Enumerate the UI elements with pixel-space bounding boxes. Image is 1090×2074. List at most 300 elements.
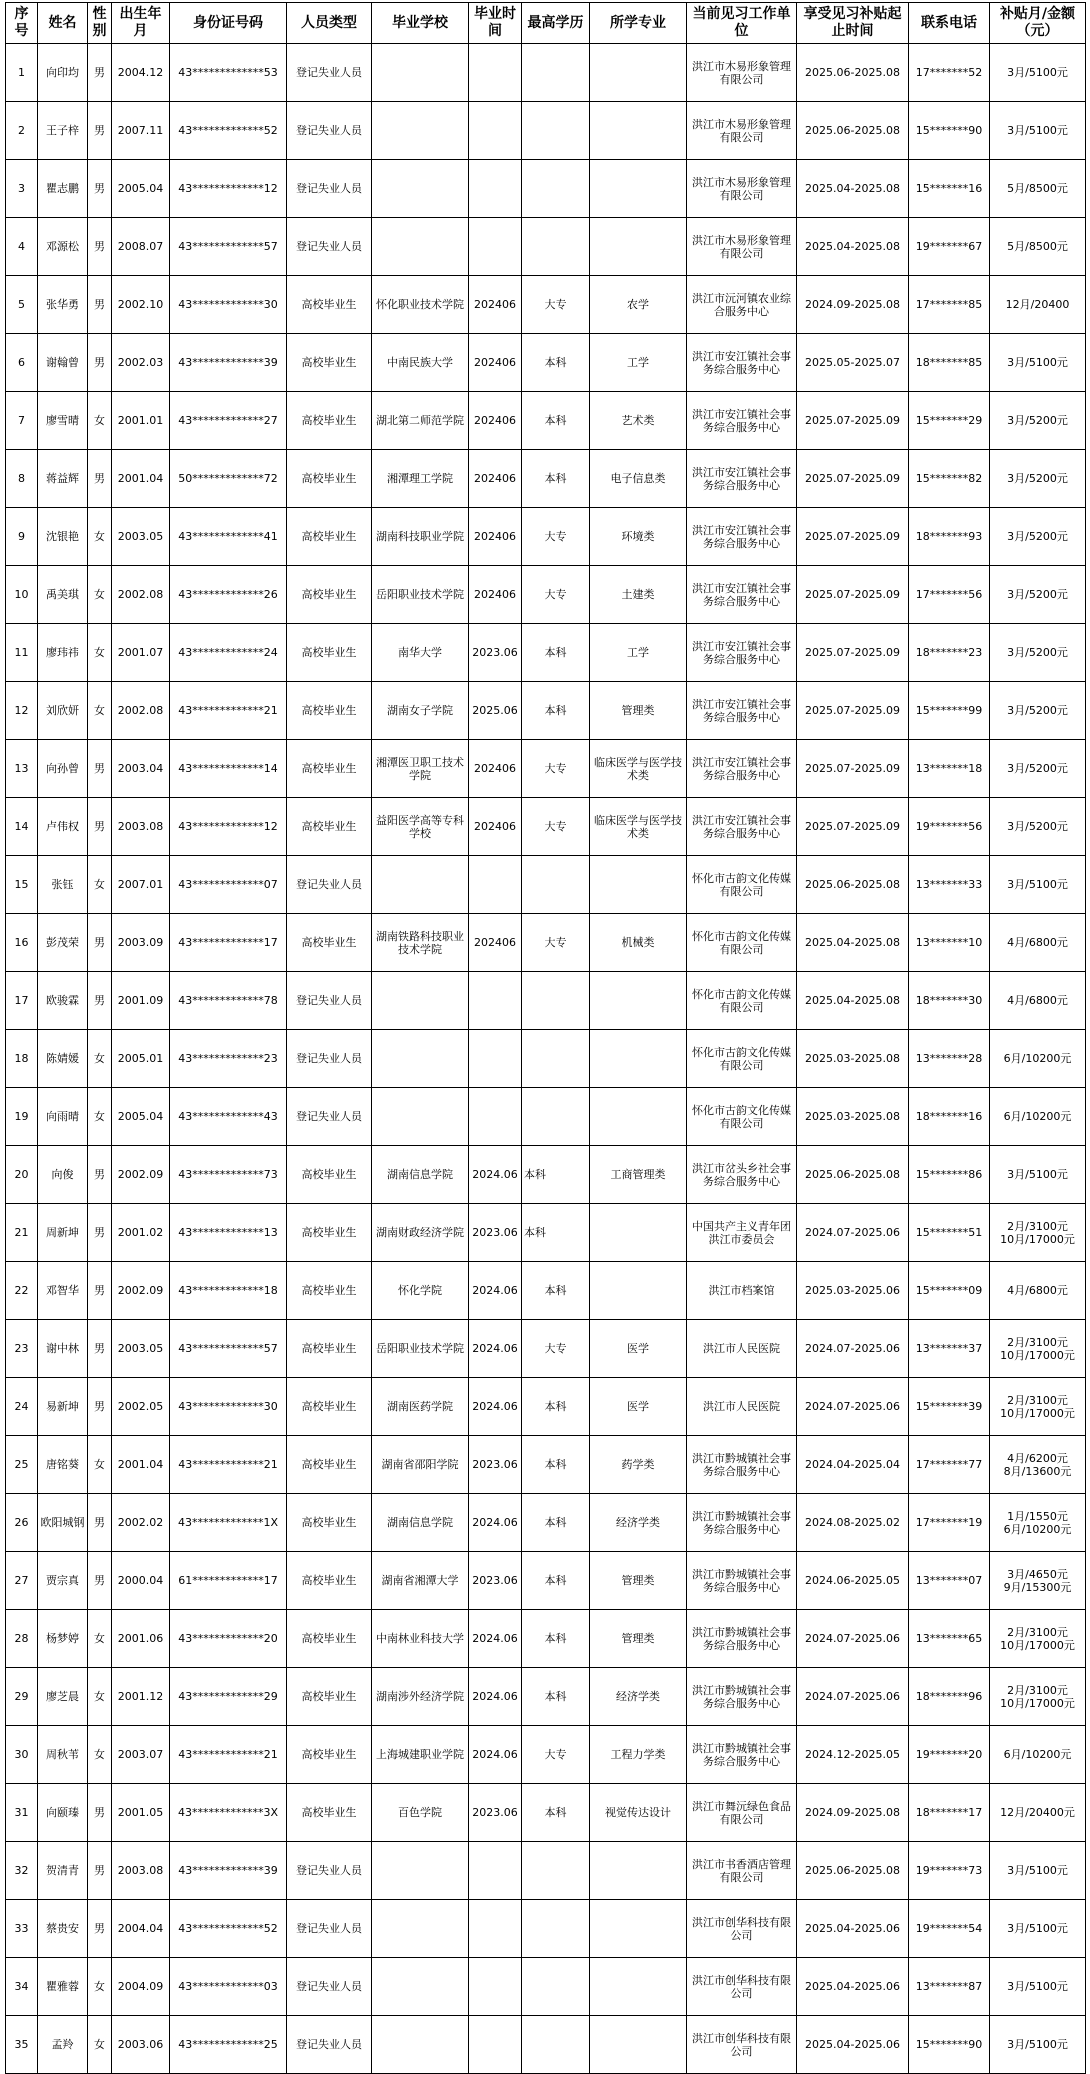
cell-person-type: 高校毕业生 [287,334,372,392]
cell-person-type: 高校毕业生 [287,740,372,798]
cell-index: 1 [6,44,38,102]
cell-phone: 15*******39 [909,1378,990,1436]
cell-phone: 17*******19 [909,1494,990,1552]
cell-subsidy-amount: 2月/3100元 10月/17000元 [990,1204,1086,1262]
cell-subsidy-period: 2025.07-2025.09 [797,392,909,450]
table-row [6,392,1086,450]
cell-school: 百色学院 [372,1784,469,1842]
cell-workplace: 洪江市创华科技有限公司 [687,1900,797,1958]
cell-major: 临床医学与医学技术类 [590,798,687,856]
cell-grad-time: 2024.06 [469,1320,522,1378]
cell-person-type: 高校毕业生 [287,508,372,566]
cell-birth: 2001.12 [112,1668,170,1726]
cell-gender: 男 [88,1784,112,1842]
header-row [6,3,1086,44]
cell-person-type: 高校毕业生 [287,1378,372,1436]
cell-subsidy-period: 2025.03-2025.06 [797,1262,909,1320]
cell-education: 本科 [522,1784,590,1842]
cell-subsidy-amount: 4月/6200元 8月/13600元 [990,1436,1086,1494]
cell-grad-time [469,1842,522,1900]
header-birth: 出生年月 [112,3,170,44]
cell-education: 本科 [522,450,590,508]
cell-subsidy-period: 2025.05-2025.07 [797,334,909,392]
cell-major: 管理类 [590,682,687,740]
cell-gender: 女 [88,2016,112,2074]
cell-gender: 女 [88,566,112,624]
cell-grad-time [469,1030,522,1088]
cell-grad-time: 202406 [469,334,522,392]
cell-id-number: 43*************39 [170,334,287,392]
cell-subsidy-period: 2024.12-2025.05 [797,1726,909,1784]
cell-subsidy-amount: 3月/5100元 [990,334,1086,392]
cell-subsidy-amount: 3月/5200元 [990,566,1086,624]
cell-id-number: 43*************78 [170,972,287,1030]
cell-birth: 2003.08 [112,798,170,856]
cell-gender: 女 [88,1610,112,1668]
cell-birth: 2003.09 [112,914,170,972]
cell-education [522,1088,590,1146]
cell-school: 南华大学 [372,624,469,682]
cell-education: 本科 [522,682,590,740]
cell-major: 经济学类 [590,1494,687,1552]
cell-id-number: 43*************21 [170,1726,287,1784]
cell-grad-time: 202406 [469,450,522,508]
cell-school: 湖南信息学院 [372,1146,469,1204]
table-row [6,682,1086,740]
cell-index: 14 [6,798,38,856]
cell-grad-time: 2023.06 [469,1204,522,1262]
cell-birth: 2003.08 [112,1842,170,1900]
cell-phone: 13*******28 [909,1030,990,1088]
cell-id-number: 43*************29 [170,1668,287,1726]
cell-subsidy-amount: 3月/5100元 [990,102,1086,160]
cell-gender: 男 [88,450,112,508]
cell-name: 贾宗真 [38,1552,88,1610]
cell-gender: 女 [88,1958,112,2016]
cell-school [372,1088,469,1146]
cell-school [372,160,469,218]
cell-index: 24 [6,1378,38,1436]
header-person-type: 人员类型 [287,3,372,44]
table-row [6,1900,1086,1958]
header-gender: 性别 [88,3,112,44]
cell-grad-time: 2024.06 [469,1726,522,1784]
cell-major [590,972,687,1030]
cell-id-number: 43*************21 [170,682,287,740]
table-row [6,1958,1086,2016]
cell-grad-time [469,972,522,1030]
cell-school [372,856,469,914]
cell-school [372,102,469,160]
cell-person-type: 登记失业人员 [287,102,372,160]
cell-birth: 2003.05 [112,1320,170,1378]
cell-name: 易新坤 [38,1378,88,1436]
cell-education [522,44,590,102]
cell-id-number: 43*************57 [170,1320,287,1378]
cell-workplace: 洪江市黔城镇社会事务综合服务中心 [687,1494,797,1552]
cell-phone: 19*******73 [909,1842,990,1900]
cell-subsidy-amount: 2月/3100元 10月/17000元 [990,1378,1086,1436]
cell-grad-time: 202406 [469,798,522,856]
cell-name: 廖雪晴 [38,392,88,450]
cell-name: 向雨晴 [38,1088,88,1146]
cell-id-number: 43*************20 [170,1610,287,1668]
cell-id-number: 43*************03 [170,1958,287,2016]
cell-workplace: 洪江市黔城镇社会事务综合服务中心 [687,1436,797,1494]
header-index: 序号 [6,3,38,44]
cell-subsidy-period: 2025.04-2025.08 [797,972,909,1030]
cell-person-type: 高校毕业生 [287,1668,372,1726]
cell-birth: 2003.05 [112,508,170,566]
cell-gender: 男 [88,276,112,334]
cell-gender: 女 [88,392,112,450]
cell-index: 21 [6,1204,38,1262]
cell-birth: 2001.01 [112,392,170,450]
cell-workplace: 洪江市人民医院 [687,1320,797,1378]
cell-education: 大专 [522,566,590,624]
cell-name: 向印均 [38,44,88,102]
cell-id-number: 43*************73 [170,1146,287,1204]
cell-person-type: 高校毕业生 [287,682,372,740]
cell-subsidy-period: 2025.04-2025.08 [797,914,909,972]
cell-phone: 13*******37 [909,1320,990,1378]
cell-subsidy-period: 2025.03-2025.08 [797,1030,909,1088]
cell-phone: 15*******99 [909,682,990,740]
cell-grad-time [469,1900,522,1958]
cell-school: 益阳医学高等专科学校 [372,798,469,856]
cell-gender: 男 [88,160,112,218]
cell-education: 本科 [522,1610,590,1668]
cell-major [590,1262,687,1320]
cell-gender: 女 [88,1088,112,1146]
trainee-subsidy-table [5,2,1086,2074]
cell-id-number: 43*************53 [170,44,287,102]
cell-phone: 13*******18 [909,740,990,798]
cell-grad-time: 202406 [469,508,522,566]
cell-person-type: 登记失业人员 [287,972,372,1030]
cell-major: 环境类 [590,508,687,566]
cell-index: 26 [6,1494,38,1552]
cell-major [590,1030,687,1088]
cell-major: 机械类 [590,914,687,972]
cell-person-type: 高校毕业生 [287,624,372,682]
cell-name: 瞿雅蓉 [38,1958,88,2016]
cell-phone: 15*******90 [909,102,990,160]
cell-index: 15 [6,856,38,914]
cell-subsidy-period: 2025.06-2025.08 [797,44,909,102]
cell-school: 怀化职业技术学院 [372,276,469,334]
cell-name: 向颐瑧 [38,1784,88,1842]
cell-name: 周新坤 [38,1204,88,1262]
cell-grad-time: 2024.06 [469,1668,522,1726]
table-row [6,1842,1086,1900]
cell-subsidy-amount: 5月/8500元 [990,160,1086,218]
cell-subsidy-amount: 3月/5200元 [990,740,1086,798]
cell-index: 19 [6,1088,38,1146]
cell-workplace: 洪江市创华科技有限公司 [687,1958,797,2016]
cell-index: 10 [6,566,38,624]
cell-subsidy-period: 2025.06-2025.08 [797,856,909,914]
table-row [6,856,1086,914]
cell-subsidy-period: 2024.07-2025.06 [797,1320,909,1378]
cell-name: 蒋益辉 [38,450,88,508]
cell-phone: 15*******51 [909,1204,990,1262]
cell-name: 唐铭葵 [38,1436,88,1494]
cell-birth: 2005.04 [112,1088,170,1146]
cell-workplace: 洪江市安江镇社会事务综合服务中心 [687,450,797,508]
cell-workplace: 洪江市安江镇社会事务综合服务中心 [687,334,797,392]
cell-birth: 2005.01 [112,1030,170,1088]
cell-index: 6 [6,334,38,392]
cell-subsidy-period: 2024.08-2025.02 [797,1494,909,1552]
cell-phone: 18*******30 [909,972,990,1030]
cell-school [372,218,469,276]
cell-education: 本科 [522,392,590,450]
cell-major: 农学 [590,276,687,334]
cell-major: 工学 [590,624,687,682]
cell-gender: 男 [88,972,112,1030]
cell-school: 湘潭理工学院 [372,450,469,508]
cell-subsidy-amount: 3月/5200元 [990,798,1086,856]
cell-birth: 2004.12 [112,44,170,102]
table-row [6,1146,1086,1204]
table-row [6,566,1086,624]
cell-id-number: 43*************52 [170,102,287,160]
cell-person-type: 高校毕业生 [287,1262,372,1320]
cell-name: 陈婧媛 [38,1030,88,1088]
cell-person-type: 高校毕业生 [287,450,372,508]
cell-name: 邓源松 [38,218,88,276]
cell-subsidy-amount: 3月/5100元 [990,1146,1086,1204]
cell-subsidy-amount: 6月/10200元 [990,1030,1086,1088]
cell-birth: 2003.07 [112,1726,170,1784]
cell-subsidy-amount: 12月/20400 [990,276,1086,334]
cell-major: 土建类 [590,566,687,624]
cell-phone: 18*******17 [909,1784,990,1842]
cell-subsidy-amount: 2月/3100元 10月/17000元 [990,1320,1086,1378]
cell-birth: 2001.02 [112,1204,170,1262]
cell-phone: 15*******16 [909,160,990,218]
cell-education: 本科 [522,1668,590,1726]
table-row [6,2016,1086,2074]
cell-name: 杨梦婷 [38,1610,88,1668]
cell-subsidy-amount: 3月/5200元 [990,508,1086,566]
cell-birth: 2001.04 [112,1436,170,1494]
cell-phone: 18*******93 [909,508,990,566]
cell-id-number: 43*************30 [170,276,287,334]
cell-birth: 2001.07 [112,624,170,682]
table-row [6,1552,1086,1610]
cell-phone: 15*******29 [909,392,990,450]
cell-id-number: 43*************07 [170,856,287,914]
cell-education: 本科 [522,1552,590,1610]
cell-workplace: 洪江市舞沅绿色食品有限公司 [687,1784,797,1842]
cell-workplace: 怀化市古韵文化传媒有限公司 [687,972,797,1030]
cell-subsidy-amount: 4月/6800元 [990,914,1086,972]
cell-gender: 男 [88,218,112,276]
cell-gender: 男 [88,1842,112,1900]
cell-person-type: 高校毕业生 [287,276,372,334]
cell-index: 13 [6,740,38,798]
cell-gender: 女 [88,1436,112,1494]
cell-index: 8 [6,450,38,508]
cell-subsidy-amount: 3月/4650元 9月/15300元 [990,1552,1086,1610]
cell-major: 视觉传达设计 [590,1784,687,1842]
cell-education: 大专 [522,798,590,856]
cell-workplace: 洪江市安江镇社会事务综合服务中心 [687,740,797,798]
cell-major [590,1900,687,1958]
cell-education: 本科 [522,624,590,682]
cell-gender: 男 [88,334,112,392]
cell-subsidy-period: 2025.07-2025.09 [797,450,909,508]
cell-school [372,1958,469,2016]
cell-subsidy-period: 2024.06-2025.05 [797,1552,909,1610]
cell-school: 上海城建职业学院 [372,1726,469,1784]
cell-education [522,1900,590,1958]
cell-phone: 15*******90 [909,2016,990,2074]
cell-birth: 2003.04 [112,740,170,798]
cell-subsidy-period: 2024.04-2025.04 [797,1436,909,1494]
cell-person-type: 高校毕业生 [287,1146,372,1204]
cell-index: 29 [6,1668,38,1726]
cell-id-number: 43*************43 [170,1088,287,1146]
cell-education: 本科 [522,334,590,392]
cell-index: 33 [6,1900,38,1958]
cell-workplace: 怀化市古韵文化传媒有限公司 [687,914,797,972]
cell-person-type: 高校毕业生 [287,914,372,972]
cell-subsidy-amount: 2月/3100元 10月/17000元 [990,1610,1086,1668]
cell-gender: 男 [88,1262,112,1320]
cell-id-number: 50*************72 [170,450,287,508]
cell-subsidy-period: 2025.06-2025.08 [797,1146,909,1204]
cell-gender: 男 [88,1552,112,1610]
cell-grad-time: 202406 [469,566,522,624]
cell-grad-time [469,102,522,160]
cell-name: 张华勇 [38,276,88,334]
cell-workplace: 洪江市木易形象管理有限公司 [687,44,797,102]
cell-school: 湖南省湘潭大学 [372,1552,469,1610]
roster-sheet [5,2,1085,2074]
cell-subsidy-amount: 3月/5200元 [990,392,1086,450]
cell-school [372,1842,469,1900]
cell-name: 谢中林 [38,1320,88,1378]
cell-subsidy-amount: 6月/10200元 [990,1726,1086,1784]
cell-id-number: 43*************1X [170,1494,287,1552]
cell-grad-time: 202406 [469,392,522,450]
cell-education: 大专 [522,1320,590,1378]
cell-person-type: 登记失业人员 [287,856,372,914]
cell-name: 邓智华 [38,1262,88,1320]
cell-subsidy-period: 2025.07-2025.09 [797,682,909,740]
cell-grad-time: 2024.06 [469,1262,522,1320]
cell-subsidy-amount: 3月/5100元 [990,1842,1086,1900]
header-school: 毕业学校 [372,3,469,44]
cell-index: 11 [6,624,38,682]
cell-phone: 13*******65 [909,1610,990,1668]
cell-index: 22 [6,1262,38,1320]
cell-major: 药学类 [590,1436,687,1494]
cell-workplace: 洪江市黔城镇社会事务综合服务中心 [687,1552,797,1610]
cell-subsidy-period: 2025.07-2025.09 [797,740,909,798]
cell-education: 本科 [522,1204,590,1262]
cell-birth: 2002.05 [112,1378,170,1436]
cell-school: 湘潭医卫职工技术学院 [372,740,469,798]
cell-index: 30 [6,1726,38,1784]
cell-phone: 15*******82 [909,450,990,508]
table-row [6,914,1086,972]
cell-grad-time: 2024.06 [469,1494,522,1552]
table-row [6,972,1086,1030]
cell-person-type: 高校毕业生 [287,798,372,856]
cell-workplace: 洪江市木易形象管理有限公司 [687,102,797,160]
cell-workplace: 洪江市安江镇社会事务综合服务中心 [687,566,797,624]
cell-school [372,44,469,102]
cell-education: 大专 [522,914,590,972]
cell-gender: 男 [88,1320,112,1378]
cell-gender: 女 [88,682,112,740]
cell-birth: 2005.04 [112,160,170,218]
cell-grad-time: 2023.06 [469,1784,522,1842]
cell-birth: 2007.01 [112,856,170,914]
cell-birth: 2007.11 [112,102,170,160]
cell-subsidy-period: 2025.06-2025.08 [797,102,909,160]
cell-gender: 男 [88,1204,112,1262]
cell-education [522,218,590,276]
cell-gender: 男 [88,1146,112,1204]
cell-subsidy-amount: 3月/5100元 [990,44,1086,102]
cell-major: 工学 [590,334,687,392]
cell-id-number: 43*************27 [170,392,287,450]
cell-person-type: 登记失业人员 [287,1900,372,1958]
cell-major [590,1958,687,2016]
cell-phone: 15*******86 [909,1146,990,1204]
cell-id-number: 43*************25 [170,2016,287,2074]
cell-subsidy-period: 2024.09-2025.08 [797,1784,909,1842]
cell-id-number: 43*************26 [170,566,287,624]
cell-index: 18 [6,1030,38,1088]
cell-major [590,1204,687,1262]
cell-id-number: 43*************18 [170,1262,287,1320]
cell-gender: 女 [88,508,112,566]
table-row [6,1320,1086,1378]
cell-index: 25 [6,1436,38,1494]
cell-id-number: 43*************39 [170,1842,287,1900]
cell-name: 蔡贵安 [38,1900,88,1958]
cell-school: 岳阳职业技术学院 [372,566,469,624]
cell-education: 本科 [522,1262,590,1320]
cell-name: 刘欣妍 [38,682,88,740]
cell-major: 医学 [590,1378,687,1436]
cell-major [590,1842,687,1900]
cell-index: 5 [6,276,38,334]
cell-birth: 2002.08 [112,566,170,624]
cell-subsidy-period: 2025.07-2025.09 [797,508,909,566]
cell-person-type: 登记失业人员 [287,1088,372,1146]
cell-education [522,160,590,218]
cell-subsidy-amount: 3月/5100元 [990,856,1086,914]
table-row [6,44,1086,102]
cell-id-number: 43*************17 [170,914,287,972]
cell-subsidy-period: 2025.04-2025.06 [797,2016,909,2074]
cell-major: 电子信息类 [590,450,687,508]
cell-phone: 13*******10 [909,914,990,972]
cell-name: 向孙曾 [38,740,88,798]
header-workplace: 当前见习工作单位 [687,3,797,44]
cell-gender: 男 [88,914,112,972]
header-subsidy-period: 享受见习补贴起止时间 [797,3,909,44]
cell-phone: 15*******09 [909,1262,990,1320]
cell-grad-time [469,218,522,276]
